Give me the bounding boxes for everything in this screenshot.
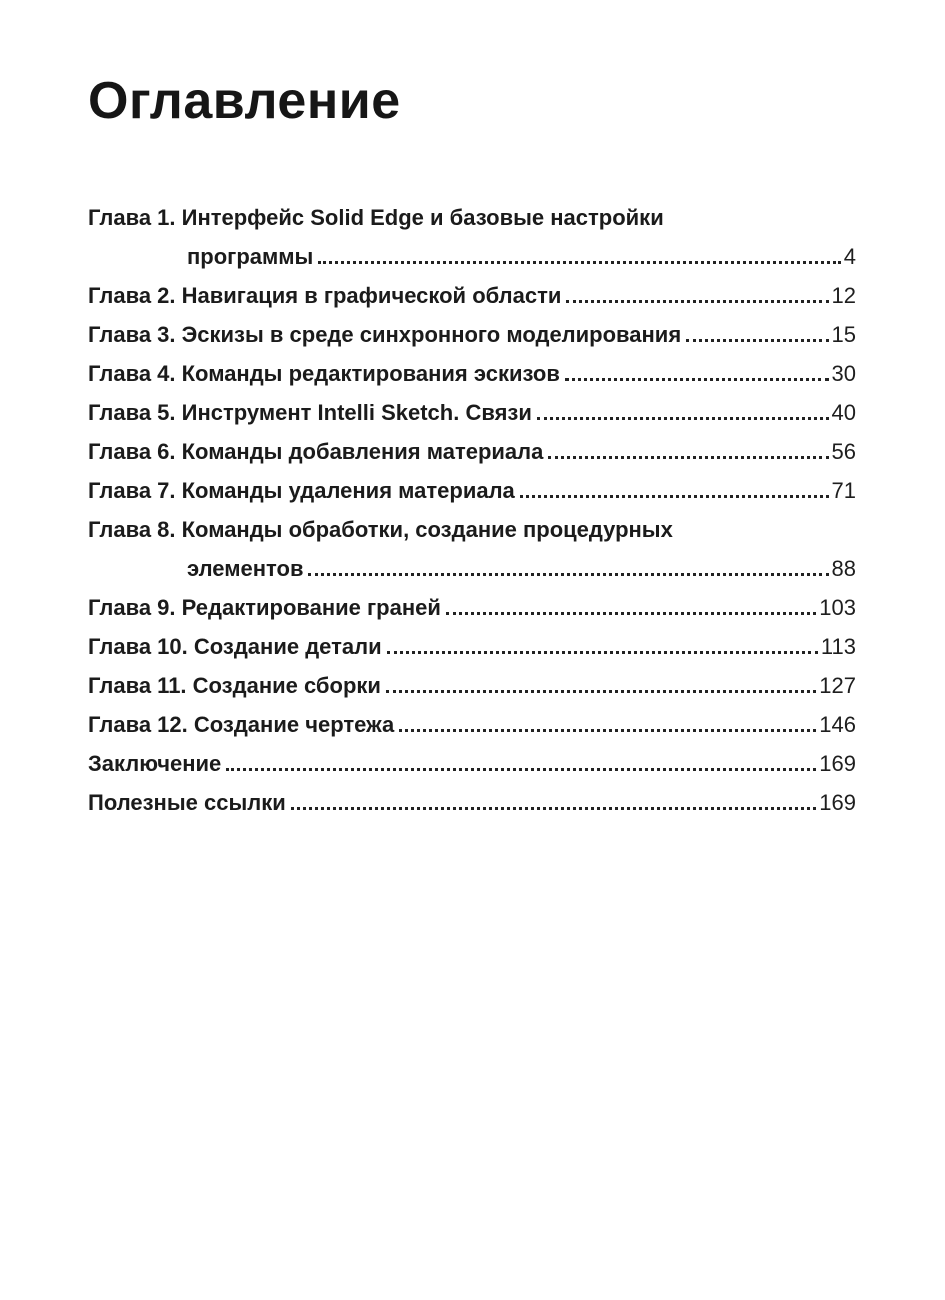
dot-leader	[394, 705, 819, 744]
toc-entry-page: 12	[831, 283, 856, 308]
toc-entry-label: Глава 12. Создание чертежа	[88, 712, 395, 737]
toc-entry-label: Глава 1. Интерфейс Solid Edge и базовые настройки	[88, 205, 664, 230]
toc-entry-page: 88	[831, 556, 856, 581]
toc-entry-label: Глава 3. Эскизы в среде синхронного моделирования	[88, 322, 682, 347]
dot-leader	[543, 432, 831, 471]
dot-leader	[381, 666, 819, 705]
toc-entry-page: 40	[831, 400, 856, 425]
toc-entry-label: Глава 6. Команды добавления материала	[88, 439, 544, 464]
toc-entry	[88, 315, 856, 354]
toc-entry-page: 56	[831, 439, 856, 464]
toc-entry-line2	[88, 237, 856, 276]
toc-entry-label: Глава 10. Создание детали	[88, 634, 382, 659]
toc-entry-label: Глава 7. Команды удаления материала	[88, 478, 515, 503]
toc-entry-page: 169	[819, 751, 856, 776]
toc-entry-label: Заключение	[88, 751, 222, 776]
dot-leader	[515, 471, 832, 510]
dot-leader	[560, 354, 832, 393]
toc-entry-label: Полезные ссылки	[88, 790, 286, 815]
toc-entry-line1	[88, 198, 856, 237]
toc-entry-page: 71	[831, 478, 856, 503]
toc-entry-line2	[88, 549, 856, 588]
toc-entry	[88, 627, 856, 666]
toc-entry-page: 113	[820, 634, 856, 659]
toc-entry-page: 127	[819, 673, 856, 698]
toc-entry-page: 146	[819, 712, 856, 737]
dot-leader	[221, 744, 819, 783]
toc-entry	[88, 354, 856, 393]
dot-leader	[561, 276, 831, 315]
toc-entry-label: Глава 8. Команды обработки, создание процедурных	[88, 517, 673, 542]
dot-leader	[681, 315, 831, 354]
toc-entry-label: Глава 5. Инструмент Intelli Sketch. Связи	[88, 400, 532, 425]
toc-entry	[88, 666, 856, 705]
dot-leader	[441, 588, 819, 627]
toc-entry	[88, 471, 856, 510]
toc-entry	[88, 705, 856, 744]
toc-entry-page: 15	[831, 322, 856, 347]
page-title: Оглавление	[88, 72, 401, 130]
toc-list	[88, 198, 856, 822]
toc-entry-label: Глава 9. Редактирование граней	[88, 595, 441, 620]
toc-entry-page: 4	[843, 244, 856, 269]
toc-entry	[88, 432, 856, 471]
dot-leader	[303, 549, 831, 588]
toc-entry-page: 103	[819, 595, 856, 620]
dot-leader	[286, 783, 820, 822]
dot-leader	[313, 237, 843, 276]
toc-entry-page: 30	[831, 361, 856, 386]
dot-leader	[532, 393, 832, 432]
toc-entry-conclusion	[88, 744, 856, 783]
dot-leader	[382, 627, 821, 666]
toc-entry-label: Глава 4. Команды редактирования эскизов	[88, 361, 560, 386]
toc-entry	[88, 276, 856, 315]
toc-entry-label-continued: элементов	[187, 556, 304, 581]
toc-entry-label: Глава 2. Навигация в графической области	[88, 283, 562, 308]
toc-entry	[88, 393, 856, 432]
toc-entry-label-continued: программы	[187, 244, 314, 269]
toc-entry	[88, 588, 856, 627]
toc-entry	[88, 198, 856, 276]
toc-content	[88, 0, 856, 822]
toc-entry-line1	[88, 510, 856, 549]
toc-entry-label: Глава 11. Создание сборки	[88, 673, 381, 698]
toc-entry	[88, 510, 856, 588]
toc-entry-useful-links	[88, 783, 856, 822]
toc-entry-page: 169	[819, 790, 856, 815]
